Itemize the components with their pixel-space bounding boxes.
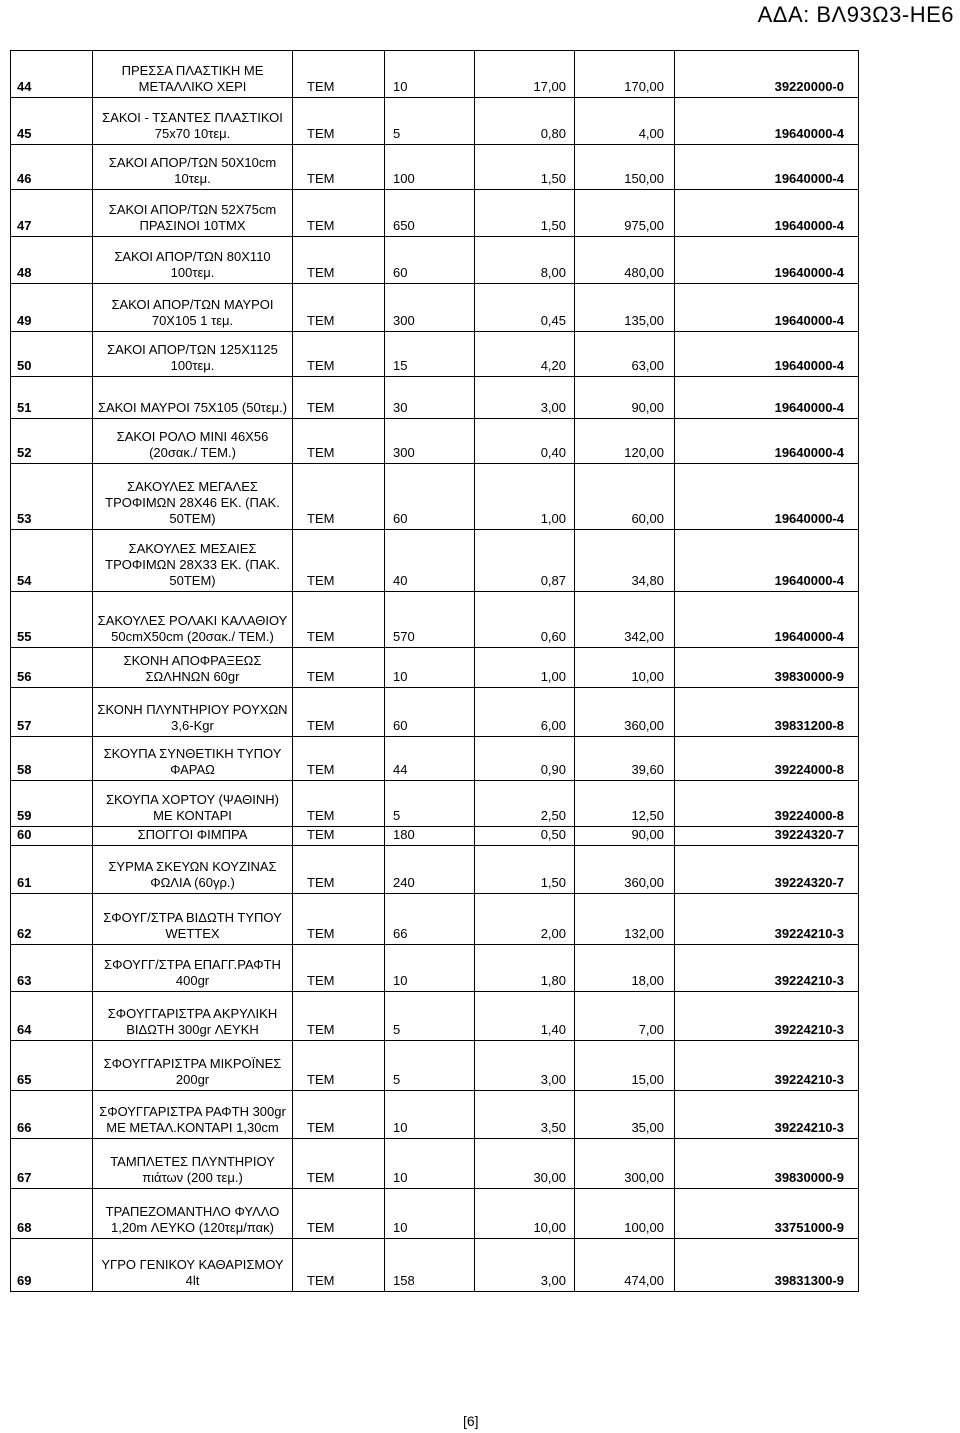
- cell-unit: ΤΕΜ: [293, 51, 385, 98]
- cell-price: 1,50: [475, 846, 575, 894]
- cell-price: 1,40: [475, 992, 575, 1041]
- cell-unit: ΤΕΜ: [293, 284, 385, 332]
- cell-num: 62: [11, 894, 93, 945]
- cell-unit: ΤΕΜ: [293, 1041, 385, 1091]
- cell-total: 34,80: [575, 530, 675, 592]
- table-row: [11, 1091, 859, 1139]
- cell-price: 1,50: [475, 190, 575, 237]
- cell-price: 3,00: [475, 1239, 575, 1292]
- cell-num: 45: [11, 98, 93, 145]
- cell-total: 18,00: [575, 945, 675, 992]
- cell-code: 19640000-4: [675, 98, 859, 145]
- cell-num: 66: [11, 1091, 93, 1139]
- cell-code: 19640000-4: [675, 284, 859, 332]
- cell-desc: ΣΑΚΟΙ ΑΠΟΡ/ΤΩΝ 125Χ1125 100τεμ.: [93, 332, 293, 377]
- cell-qty: 60: [385, 237, 475, 284]
- cell-total: 474,00: [575, 1239, 675, 1292]
- cell-price: 10,00: [475, 1189, 575, 1239]
- table-row: [11, 894, 859, 945]
- cell-code: 19640000-4: [675, 377, 859, 419]
- table-row: [11, 419, 859, 464]
- cell-qty: 240: [385, 846, 475, 894]
- cell-num: 61: [11, 846, 93, 894]
- cell-desc: ΣΦΟΥΓΓΑΡΙΣΤΡΑ ΑΚΡΥΛΙΚΗ ΒΙΔΩΤΗ 300gr ΛΕΥΚΗ: [93, 992, 293, 1041]
- cell-desc: ΣΦΟΥΓΓΑΡΙΣΤΡΑ ΜΙΚΡΟΪΝΕΣ 200gr: [93, 1041, 293, 1091]
- cell-price: 17,00: [475, 51, 575, 98]
- cell-total: 7,00: [575, 992, 675, 1041]
- cell-desc: ΣΚΟΥΠΑ ΧΟΡΤΟΥ (ΨΑΘΙΝΗ) ΜΕ ΚΟΝΤΑΡΙ: [93, 781, 293, 827]
- cell-num: 54: [11, 530, 93, 592]
- cell-code: 19640000-4: [675, 190, 859, 237]
- cell-qty: 5: [385, 992, 475, 1041]
- cell-total: 15,00: [575, 1041, 675, 1091]
- cell-unit: ΤΕΜ: [293, 846, 385, 894]
- cell-qty: 570: [385, 592, 475, 648]
- table-row: [11, 237, 859, 284]
- cell-total: 10,00: [575, 648, 675, 688]
- cell-total: 150,00: [575, 145, 675, 190]
- cell-desc: ΣΦΟΥΓ/ΣΤΡΑ ΒΙΔΩΤΗ ΤΥΠΟΥ WETTEX: [93, 894, 293, 945]
- table-row: [11, 1139, 859, 1189]
- cell-total: 975,00: [575, 190, 675, 237]
- cell-code: 39224210-3: [675, 1091, 859, 1139]
- cell-unit: ΤΕΜ: [293, 237, 385, 284]
- table-row: [11, 827, 859, 846]
- cell-unit: ΤΕΜ: [293, 1189, 385, 1239]
- cell-total: 39,60: [575, 737, 675, 781]
- cell-qty: 300: [385, 419, 475, 464]
- cell-total: 100,00: [575, 1189, 675, 1239]
- cell-desc: ΣΑΚΟΙ ΑΠΟΡ/ΤΩΝ ΜΑΥΡΟΙ 70Χ105 1 τεμ.: [93, 284, 293, 332]
- cell-num: 50: [11, 332, 93, 377]
- cell-code: 39224000-8: [675, 781, 859, 827]
- cell-total: 480,00: [575, 237, 675, 284]
- cell-num: 51: [11, 377, 93, 419]
- table-row: [11, 1189, 859, 1239]
- cell-price: 4,20: [475, 332, 575, 377]
- ada-identifier: ΑΔΑ: ΒΛ93Ω3-ΗΕ6: [757, 2, 954, 27]
- cell-unit: ΤΕΜ: [293, 1139, 385, 1189]
- cell-desc: ΣΑΚΟΥΛΕΣ ΡΟΛΑΚΙ ΚΑΛΑΘΙΟΥ 50cmΧ50cm (20σακ./ ΤΕΜ.): [93, 592, 293, 648]
- cell-num: 57: [11, 688, 93, 737]
- cell-desc: ΣΥΡΜΑ ΣΚΕΥΩΝ ΚΟΥΖΙΝΑΣ ΦΩΛΙΑ (60γρ.): [93, 846, 293, 894]
- table-row: [11, 1041, 859, 1091]
- cell-num: 65: [11, 1041, 93, 1091]
- cell-price: 0,50: [475, 827, 575, 846]
- cell-code: 39224210-3: [675, 945, 859, 992]
- cell-qty: 5: [385, 781, 475, 827]
- cell-price: 3,00: [475, 377, 575, 419]
- cell-total: 132,00: [575, 894, 675, 945]
- cell-desc: ΣΚΟΝΗ ΑΠΟΦΡΑΞΕΩΣ ΣΩΛΗΝΩΝ 60gr: [93, 648, 293, 688]
- cell-code: 39831200-8: [675, 688, 859, 737]
- cell-total: 360,00: [575, 688, 675, 737]
- cell-qty: 10: [385, 945, 475, 992]
- cell-desc: ΠΡΕΣΣΑ ΠΛΑΣΤΙΚΗ ΜΕ ΜΕΤΑΛΛΙΚΟ ΧΕΡΙ: [93, 51, 293, 98]
- cell-num: 47: [11, 190, 93, 237]
- cell-unit: ΤΕΜ: [293, 530, 385, 592]
- cell-code: 19640000-4: [675, 464, 859, 530]
- cell-unit: ΤΕΜ: [293, 781, 385, 827]
- cell-desc: ΣΑΚΟΙ - ΤΣΑΝΤΕΣ ΠΛΑΣΤΙΚΟΙ 75x70 10τεμ.: [93, 98, 293, 145]
- cell-num: 49: [11, 284, 93, 332]
- cell-code: 39224210-3: [675, 894, 859, 945]
- cell-qty: 60: [385, 688, 475, 737]
- cell-desc: ΣΑΚΟΙ ΜΑΥΡΟΙ 75Χ105 (50τεμ.): [93, 377, 293, 419]
- cell-unit: ΤΕΜ: [293, 827, 385, 846]
- cell-total: 4,00: [575, 98, 675, 145]
- cell-qty: 10: [385, 1091, 475, 1139]
- cell-qty: 10: [385, 1189, 475, 1239]
- cell-num: 46: [11, 145, 93, 190]
- cell-unit: ΤΕΜ: [293, 98, 385, 145]
- cell-unit: ΤΕΜ: [293, 592, 385, 648]
- cell-qty: 5: [385, 1041, 475, 1091]
- cell-desc: ΥΓΡΟ ΓΕΝΙΚΟΥ ΚΑΘΑΡΙΣΜΟΥ 4lt: [93, 1239, 293, 1292]
- cell-code: 19640000-4: [675, 237, 859, 284]
- cell-desc: ΣΠΟΓΓΟΙ ΦΙΜΠΡΑ: [93, 827, 293, 846]
- cell-total: 63,00: [575, 332, 675, 377]
- cell-qty: 100: [385, 145, 475, 190]
- cell-qty: 180: [385, 827, 475, 846]
- cell-total: 300,00: [575, 1139, 675, 1189]
- table-row: [11, 781, 859, 827]
- table-row: [11, 284, 859, 332]
- cell-total: 135,00: [575, 284, 675, 332]
- cell-price: 30,00: [475, 1139, 575, 1189]
- cell-code: 19640000-4: [675, 419, 859, 464]
- cell-unit: ΤΕΜ: [293, 332, 385, 377]
- cell-code: 19640000-4: [675, 592, 859, 648]
- table-row: [11, 992, 859, 1041]
- cell-num: 58: [11, 737, 93, 781]
- cell-price: 1,80: [475, 945, 575, 992]
- cell-unit: ΤΕΜ: [293, 688, 385, 737]
- cell-price: 0,60: [475, 592, 575, 648]
- cell-num: 53: [11, 464, 93, 530]
- cell-code: 39830000-9: [675, 648, 859, 688]
- cell-desc: ΣΑΚΟΙ ΑΠΟΡ/ΤΩΝ 50Χ10cm 10τεμ.: [93, 145, 293, 190]
- cell-unit: ΤΕΜ: [293, 737, 385, 781]
- cell-desc: ΣΑΚΟΙ ΡΟΛΟ ΜΙΝΙ 46Χ56 (20σακ./ ΤΕΜ.): [93, 419, 293, 464]
- cell-num: 59: [11, 781, 93, 827]
- cell-price: 0,90: [475, 737, 575, 781]
- cell-num: 69: [11, 1239, 93, 1292]
- cell-price: 0,87: [475, 530, 575, 592]
- cell-qty: 15: [385, 332, 475, 377]
- cell-code: 39224320-7: [675, 827, 859, 846]
- cell-total: 90,00: [575, 827, 675, 846]
- items-table: [10, 50, 859, 1292]
- cell-num: 68: [11, 1189, 93, 1239]
- table-row: [11, 1239, 859, 1292]
- cell-num: 55: [11, 592, 93, 648]
- cell-code: 19640000-4: [675, 332, 859, 377]
- cell-qty: 40: [385, 530, 475, 592]
- page-number: [6]: [463, 1413, 479, 1429]
- cell-num: 63: [11, 945, 93, 992]
- cell-desc: ΤΑΜΠΛΕΤΕΣ ΠΛΥΝΤΗΡΙΟΥ πιάτων (200 τεμ.): [93, 1139, 293, 1189]
- cell-qty: 10: [385, 1139, 475, 1189]
- table-row: [11, 945, 859, 992]
- table-row: [11, 190, 859, 237]
- table-row: [11, 648, 859, 688]
- table-row: [11, 530, 859, 592]
- cell-desc: ΣΚΟΝΗ ΠΛΥΝΤΗΡΙΟΥ ΡΟΥΧΩΝ 3,6-Kgr: [93, 688, 293, 737]
- cell-total: 120,00: [575, 419, 675, 464]
- cell-unit: ΤΕΜ: [293, 648, 385, 688]
- cell-total: 35,00: [575, 1091, 675, 1139]
- cell-num: 60: [11, 827, 93, 846]
- cell-qty: 158: [385, 1239, 475, 1292]
- cell-code: 19640000-4: [675, 145, 859, 190]
- cell-desc: ΣΑΚΟΥΛΕΣ ΜΕΓΑΛΕΣ ΤΡΟΦΙΜΩΝ 28Χ46 ΕΚ. (ΠΑΚ. 50ΤΕΜ): [93, 464, 293, 530]
- cell-code: 39224210-3: [675, 992, 859, 1041]
- cell-unit: ΤΕΜ: [293, 1239, 385, 1292]
- cell-code: 39830000-9: [675, 1139, 859, 1189]
- cell-price: 3,50: [475, 1091, 575, 1139]
- cell-price: 0,45: [475, 284, 575, 332]
- cell-qty: 60: [385, 464, 475, 530]
- cell-code: 39220000-0: [675, 51, 859, 98]
- cell-unit: ΤΕΜ: [293, 992, 385, 1041]
- cell-unit: ΤΕΜ: [293, 894, 385, 945]
- cell-code: 39831300-9: [675, 1239, 859, 1292]
- cell-qty: 300: [385, 284, 475, 332]
- cell-qty: 10: [385, 648, 475, 688]
- cell-num: 48: [11, 237, 93, 284]
- cell-code: 39224210-3: [675, 1041, 859, 1091]
- cell-qty: 66: [385, 894, 475, 945]
- cell-price: 2,00: [475, 894, 575, 945]
- cell-num: 44: [11, 51, 93, 98]
- cell-qty: 30: [385, 377, 475, 419]
- cell-total: 360,00: [575, 846, 675, 894]
- cell-desc: ΣΑΚΟΙ ΑΠΟΡ/ΤΩΝ 80Χ110 100τεμ.: [93, 237, 293, 284]
- cell-qty: 5: [385, 98, 475, 145]
- cell-unit: ΤΕΜ: [293, 1091, 385, 1139]
- cell-price: 1,00: [475, 464, 575, 530]
- table-row: [11, 846, 859, 894]
- cell-total: 60,00: [575, 464, 675, 530]
- cell-desc: ΣΑΚΟΥΛΕΣ ΜΕΣΑΙΕΣ ΤΡΟΦΙΜΩΝ 28Χ33 ΕΚ. (ΠΑΚ. 50ΤΕΜ): [93, 530, 293, 592]
- table-row: [11, 592, 859, 648]
- table-row: [11, 737, 859, 781]
- cell-unit: ΤΕΜ: [293, 377, 385, 419]
- cell-unit: ΤΕΜ: [293, 419, 385, 464]
- cell-price: 8,00: [475, 237, 575, 284]
- cell-price: 0,40: [475, 419, 575, 464]
- cell-total: 342,00: [575, 592, 675, 648]
- cell-qty: 44: [385, 737, 475, 781]
- cell-desc: ΣΚΟΥΠΑ ΣΥΝΘΕΤΙΚΗ ΤΥΠΟΥ ΦΑΡΑΩ: [93, 737, 293, 781]
- cell-total: 90,00: [575, 377, 675, 419]
- cell-unit: ΤΕΜ: [293, 945, 385, 992]
- cell-code: 33751000-9: [675, 1189, 859, 1239]
- table-row: [11, 377, 859, 419]
- cell-qty: 650: [385, 190, 475, 237]
- cell-price: 2,50: [475, 781, 575, 827]
- cell-qty: 10: [385, 51, 475, 98]
- cell-price: 3,00: [475, 1041, 575, 1091]
- cell-total: 12,50: [575, 781, 675, 827]
- cell-num: 67: [11, 1139, 93, 1189]
- cell-unit: ΤΕΜ: [293, 464, 385, 530]
- cell-desc: ΤΡΑΠΕΖΟΜΑΝΤΗΛΟ ΦΥΛΛΟ 1,20m ΛΕΥΚΟ (120τεμ/πακ): [93, 1189, 293, 1239]
- table-row: [11, 98, 859, 145]
- table-row: [11, 688, 859, 737]
- table-row: [11, 332, 859, 377]
- table-row: [11, 145, 859, 190]
- table-row: [11, 51, 859, 98]
- cell-num: 64: [11, 992, 93, 1041]
- cell-code: 39224000-8: [675, 737, 859, 781]
- cell-price: 1,00: [475, 648, 575, 688]
- cell-unit: ΤΕΜ: [293, 145, 385, 190]
- cell-price: 1,50: [475, 145, 575, 190]
- cell-num: 52: [11, 419, 93, 464]
- cell-unit: ΤΕΜ: [293, 190, 385, 237]
- cell-code: 19640000-4: [675, 530, 859, 592]
- cell-price: 6,00: [475, 688, 575, 737]
- cell-num: 56: [11, 648, 93, 688]
- cell-code: 39224320-7: [675, 846, 859, 894]
- cell-desc: ΣΑΚΟΙ ΑΠΟΡ/ΤΩΝ 52Χ75cm ΠΡΑΣΙΝΟΙ 10ΤΜΧ: [93, 190, 293, 237]
- cell-desc: ΣΦΟΥΓΓΑΡΙΣΤΡΑ ΡΑΦΤΗ 300gr ΜΕ ΜΕΤΑΛ.ΚΟΝΤΑΡΙ 1,30cm: [93, 1091, 293, 1139]
- cell-desc: ΣΦΟΥΓΓ/ΣΤΡΑ ΕΠΑΓΓ.ΡΑΦΤΗ 400gr: [93, 945, 293, 992]
- cell-price: 0,80: [475, 98, 575, 145]
- table-row: [11, 464, 859, 530]
- cell-total: 170,00: [575, 51, 675, 98]
